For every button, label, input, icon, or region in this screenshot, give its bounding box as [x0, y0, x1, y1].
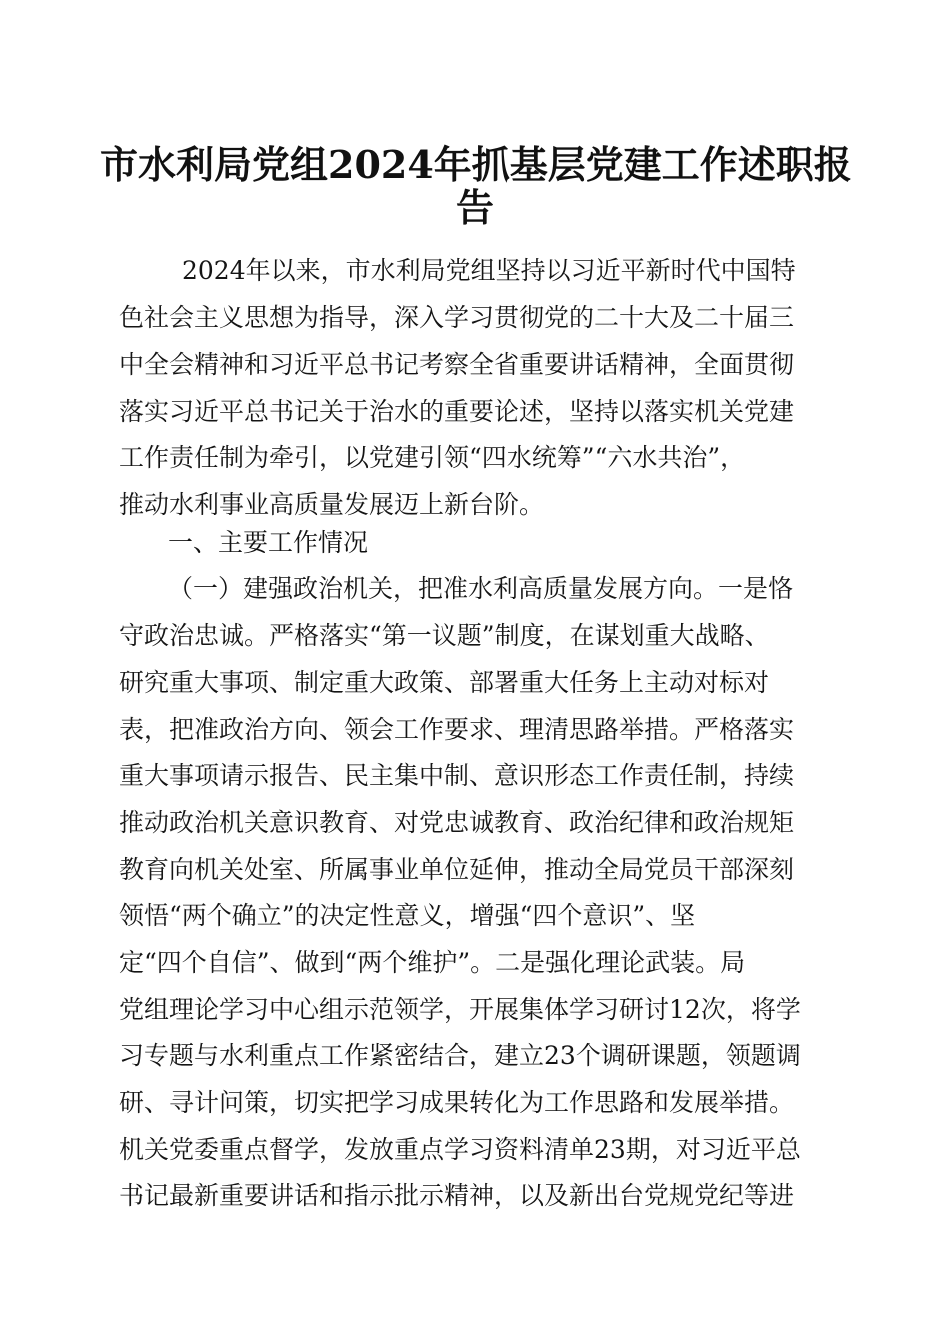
body-line: 推动政治机关意识教育、对党忠诚教育、政治纪律和政治规矩 — [119, 808, 795, 837]
body-line: 重大事项请示报告、民主集中制、意识形态工作责任制，持续 — [119, 761, 795, 790]
body-line: 守政治忠诚。严格落实“第一议题”制度，在谋划重大战略、 — [119, 621, 770, 650]
intro-line: 工作责任制为牵引，以党建引领“四水统筹”“六水共治”， — [119, 443, 746, 472]
body-line: 定“四个自信”、做到“两个维护”。二是强化理论武装。局 — [119, 948, 746, 977]
intro-line: 2024年以来，市水利局党组坚持以习近平新时代中国特 — [182, 256, 796, 285]
body-line: 领悟“两个确立”的决定性意义，增强“四个意识”、坚 — [119, 901, 696, 930]
body-line: （一）建强政治机关，把准水利高质量发展方向。一是恪 — [168, 574, 794, 603]
body-line: 书记最新重要讲话和指示批示精神，以及新出台党规党纪等进 — [119, 1181, 795, 1210]
body-line: 习专题与水利重点工作紧密结合，建立23个调研课题，领题调 — [119, 1041, 801, 1070]
body-line: 研究重大事项、制定重大政策、部署重大任务上主动对标对 — [119, 668, 770, 697]
intro-line: 落实习近平总书记关于治水的重要论述，坚持以落实机关党建 — [119, 397, 795, 426]
body-line: 研、寻计问策，切实把学习成果转化为工作思路和发展举措。 — [119, 1088, 795, 1117]
intro-line: 色社会主义思想为指导，深入学习贯彻党的二十大及二十届三 — [119, 303, 795, 332]
intro-line: 中全会精神和习近平总书记考察全省重要讲话精神，全面贯彻 — [119, 350, 795, 379]
body-line: 表，把准政治方向、领会工作要求、理清思路举措。严格落实 — [119, 715, 795, 744]
section-heading: 一、主要工作情况 — [168, 528, 369, 557]
body-line: 机关党委重点督学，发放重点学习资料清单23期，对习近平总 — [119, 1135, 801, 1164]
body-line: 教育向机关处室、所属事业单位延伸，推动全局党员干部深刻 — [119, 855, 795, 884]
intro-line: 推动水利事业高质量发展迈上新台阶。 — [119, 490, 545, 519]
document-title-line-2: 告 — [455, 185, 494, 230]
document-title-line-1: 市水利局党组2024年抓基层党建工作述职报 — [100, 142, 852, 187]
body-line: 党组理论学习中心组示范领学，开展集体学习研讨12次，将学 — [119, 995, 801, 1024]
